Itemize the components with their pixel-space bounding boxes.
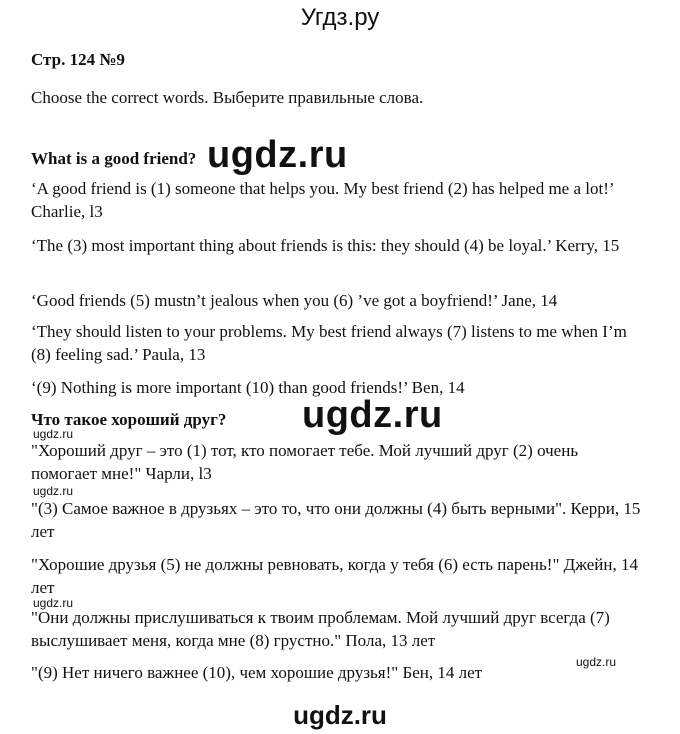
watermark-top: ugdz.ru: [207, 134, 348, 176]
watermark-small-2: ugdz.ru: [33, 484, 74, 498]
page-reference: Стр. 124 №9: [31, 50, 125, 69]
footer-watermark: ugdz.ru: [293, 700, 387, 730]
watermark-middle: ugdz.ru: [302, 394, 443, 436]
english-paragraph-5: ‘(9) Nothing is more important (10) than good friends!’ Ben, 14: [31, 378, 465, 397]
english-paragraph-4: ‘They should listen to your problems. My best friend always (7) listens to me when I’m (8) feeling sad.’ Paula, 13: [31, 322, 627, 364]
english-paragraph-2: ‘The (3) most important thing about friends is this: they should (4) be loyal.’ Kerry, 15: [31, 236, 620, 255]
watermark-small-1: ugdz.ru: [33, 427, 74, 441]
russian-paragraph-3: "Хорошие друзья (5) не должны ревновать, когда у тебя (6) есть парень!" Джейн, 14 лет: [31, 555, 638, 597]
russian-paragraph-4: "Они должны прислушиваться к твоим проблемам. Мой лучший друг всегда (7) выслушивает меня, когда мне (8) грустно." Пола, 13 лет: [31, 608, 610, 650]
english-paragraph-3: ‘Good friends (5) mustn’t jealous when you (6) ’ve got a boyfriend!’ Jane, 14: [31, 291, 558, 310]
watermark-small-3: ugdz.ru: [33, 596, 74, 610]
english-paragraph-1: ‘A good friend is (1) someone that helps you. My best friend (2) has helped me a lot!’ Charlie, l3: [31, 179, 614, 221]
site-title: Угдз.ру: [300, 4, 380, 31]
russian-paragraph-2: "(3) Самое важное в друзьях – это то, что они должны (4) быть верными". Керри, 15 лет: [31, 499, 641, 541]
watermark-small-4: ugdz.ru: [576, 655, 617, 669]
english-heading: What is a good friend?: [31, 149, 197, 168]
russian-heading: Что такое хороший друг?: [31, 410, 227, 429]
russian-paragraph-1: "Хороший друг – это (1) тот, кто помогает тебе. Мой лучший друг (2) очень помогает мне!" Чарли, l3: [31, 441, 579, 483]
instruction-text: Choose the correct words. Выберите правильные слова.: [31, 88, 424, 107]
russian-paragraph-5: "(9) Нет ничего важнее (10), чем хорошие друзья!" Бен, 14 лет: [31, 663, 483, 682]
